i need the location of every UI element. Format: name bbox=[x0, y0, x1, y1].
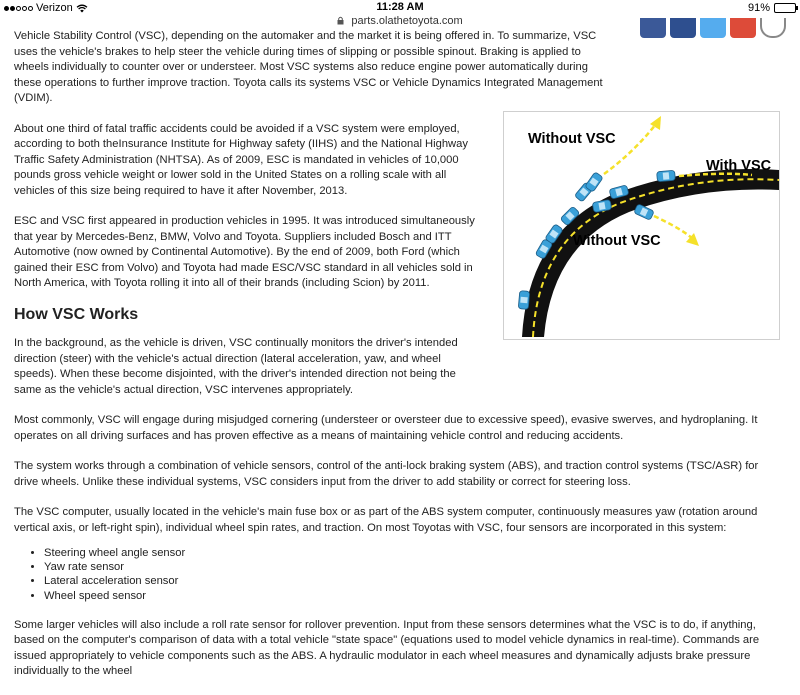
list-item: • Lateral acceleration sensor bbox=[44, 574, 784, 588]
url-text: parts.olathetoyota.com bbox=[351, 15, 463, 27]
paragraph-computer: The VSC computer, usually located in the vehicle's main fuse box or as part of the ABS system computer, continuously measures yaw (rotation around vertical axis, or left-right spin), individual wheel spin rates, and traction. On most Toyotas with VSC, four sensors are incorporated in this system: bbox=[14, 506, 758, 534]
list-item: • Wheel speed sensor bbox=[44, 589, 784, 603]
paragraph-monitoring: In the background, as the vehicle is driven, VSC continually monitors the driver's intended direction (steer) with the vehicle's actual direction (lateral acceleration, yaw, and wheel speeds). When these become disjointed, with the driver's intended direction not being the same as the vehicle's actual direction, VSC intervenes appropriately. bbox=[14, 337, 458, 396]
arrow-icon bbox=[654, 216, 699, 246]
list-item: • Yaw rate sensor bbox=[44, 560, 784, 574]
battery-area bbox=[748, 2, 796, 14]
carrier-name: Verizon bbox=[36, 2, 73, 14]
list-item: • Steering wheel angle sensor bbox=[44, 546, 784, 560]
paragraph-fatal-accidents: About one third of fatal traffic accidents could be avoided if a VSC system were employed, according to both theInsurance Institute for Highway safety (IIHS) and the National Highway Traffic Safety Administration (NHTSA). As of 2009, ESC is mandated in vehicles of 10,000 pounds gross vehicle weight or lower sold in the United States on a rolling scale with all vehicles of this size being required to have it after November, 2013. bbox=[14, 122, 468, 197]
section-heading: How VSC Works bbox=[14, 305, 139, 323]
label-without-vsc-top: Without VSC bbox=[528, 131, 616, 147]
battery-icon bbox=[774, 3, 796, 13]
paragraph-engagement: Most commonly, VSC will engage during misjudged cornering (understeer or oversteer due to excessive speed), evasive swerves, and hydroplaning. It operates on all driving surfaces and has proven effective as a means of maintaining vehicle control and reducing accidents. bbox=[14, 414, 758, 442]
paragraph-system: The system works through a combination of vehicle sensors, control of the anti-lock braking system (ABS), and traction control systems (TSC/ASR) for drive wheels. Unlike these individual systems, VSC considers input from the driver to add stability or correct for steering loss. bbox=[14, 460, 759, 488]
sensor-list bbox=[44, 546, 784, 603]
clock: 11:28 AM bbox=[376, 1, 424, 13]
label-with-vsc: With VSC bbox=[706, 158, 772, 174]
vsc-diagram-illustration bbox=[504, 112, 779, 339]
paragraph-history: ESC and VSC first appeared in production vehicles in 1995. It was introduced simultaneously that year by Mercedes-Benz, BMW, Volvo and Toyota. Suppliers included Bosch and ITT Automotive (now owned by Continental Automotive). By the end of 2009, both Ford (which gained their ESC from Volvo) and Toyota had made ESC/VSC standard in all vehicles sold in North America, with Toyota rolling it into all of their brands (including Scion) by 2011. bbox=[14, 215, 475, 289]
car-icon bbox=[518, 291, 530, 310]
vsc-diagram bbox=[503, 111, 780, 340]
car-icon bbox=[634, 204, 655, 221]
lock-icon bbox=[337, 16, 344, 25]
status-bar bbox=[0, 0, 800, 16]
paragraph-roll-rate: Some larger vehicles will also include a roll rate sensor for rollover prevention. Input from these sensors determines what the VSC is to do, if anything, based on the computer's comparison of data with a total vehicle "state space" (equations used to model vehicle dynamics in real-time). Commands are issued appropriately to vehicle components such as the ABS. A hydraulic modulator in each wheel measures and dynamically adjusts brake pressure individually to the wheel bbox=[14, 618, 760, 678]
car-icon bbox=[657, 170, 676, 182]
battery-percent: 91% bbox=[747, 2, 770, 14]
paragraph-intro: Vehicle Stability Control (VSC), depending on the automaker and the market it is being offered in. To summarize, VSC uses the vehicle's brakes to help steer the vehicle during times of slipping or possible spinout. Braking is applied to wheels individually to counter over or understeer. Most VSC systems also reduce engine power automatically during these operations to further improve traction. Toyota calls its systems VSC or Vehicle Dynamics Integrated Management (VDIM). bbox=[14, 30, 603, 104]
label-without-vsc-bottom: Without VSC bbox=[573, 233, 661, 249]
